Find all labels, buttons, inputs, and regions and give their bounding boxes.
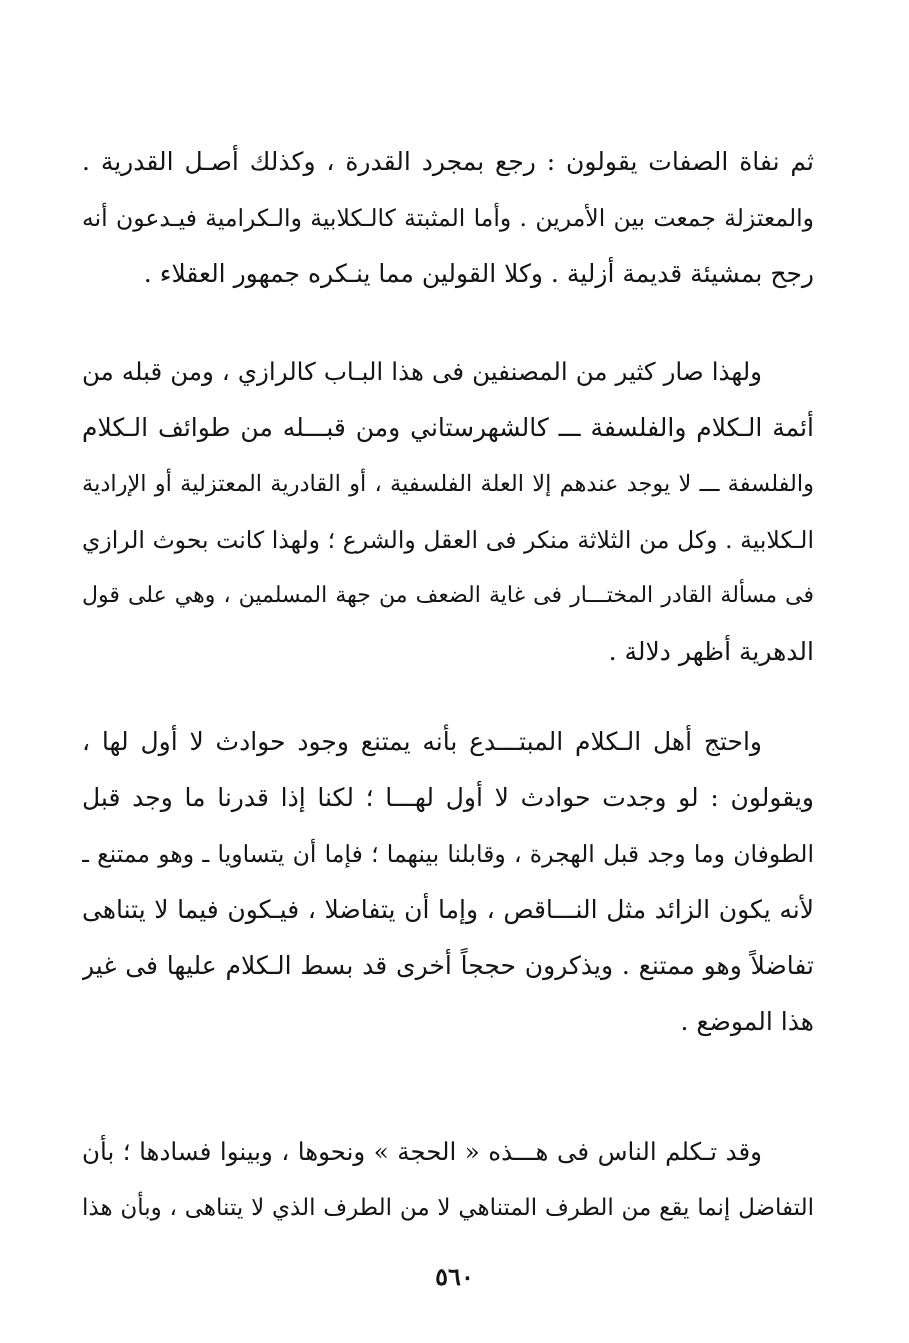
paragraph-4	[82, 1124, 814, 1236]
page-number: ٥٦٠	[435, 1262, 474, 1291]
text-line: أئمة الـكلام والفلسفة ـــ كالشهرستاني ومن قبـــله من طوائف الـكلام	[82, 413, 814, 442]
text-line: لأنه يكون الزائد مثل النـــاقص ، وإما أن يتفاضلا ، فيـكون فيما لا يتناهى	[82, 895, 814, 924]
text-line: والمعتزلة جمعت بين الأمرين . وأما المثبتة كالـكلابية والـكرامية فيـدعون أنه	[82, 204, 814, 232]
text-line: فى مسألة القادر المختـــار فى غاية الضعف من جهة المسلمين ، وهي على قول	[82, 583, 814, 608]
text-line: ولهذا صار كثير من المصنفين فى هذا البـاب كالرازي ، ومن قبله من	[82, 357, 762, 386]
text-line: التفاضل إنما يقع من الطرف المتناهي لا من الطرف الذي لا يتناهى ، وبأن هذا	[82, 1195, 814, 1221]
paragraph-2	[82, 344, 814, 680]
text-line: الطوفان وما وجد قبل الهجرة ، وقابلنا بينهما ؛ فإما أن يتساويا ـ وهو ممتنع ـ	[82, 840, 814, 868]
text-line: الـكلابية . وكل من الثلاثة منكر فى العقل والشرع ؛ ولهذا كانت بحوث الرازي	[82, 526, 814, 554]
paragraph-3	[82, 714, 814, 1050]
text-line: ويقولون : لو وجدت حوادث لا أول لهـــا ؛ لكنا إذا قدرنا ما وجد قبل	[82, 783, 814, 812]
text-line: الدهرية أظهر دلالة .	[608, 637, 814, 666]
text-line: هذا الموضع .	[680, 1007, 814, 1036]
text-line: وقد تـكلم الناس فى هـــذه « الحجة » ونحوها ، وبينوا فسادها ؛ بأن	[82, 1137, 762, 1166]
paragraph-1	[82, 134, 814, 302]
text-line: ثم نفاة الصفات يقولون : رجع بمجرد القدرة ، وكذلك أصـل القدرية .	[82, 147, 814, 176]
text-line: رجح بمشيئة قديمة أزلية . وكلا القولين مما ينـكره جمهور العقلاء .	[143, 259, 814, 288]
text-line: والفلسفة ـــ لا يوجد عندهم إلا العلة الفلسفية ، أو القادرية المعتزلية أو الإرادية	[82, 471, 814, 497]
text-line: واحتج أهل الـكلام المبتـــدع بأنه يمتنع وجود حوادث لا أول لها ،	[82, 727, 762, 756]
text-line: تفاضلاً وهو ممتنع . ويذكرون حججاً أخرى قد بسط الـكلام عليها فى غير	[82, 951, 814, 980]
